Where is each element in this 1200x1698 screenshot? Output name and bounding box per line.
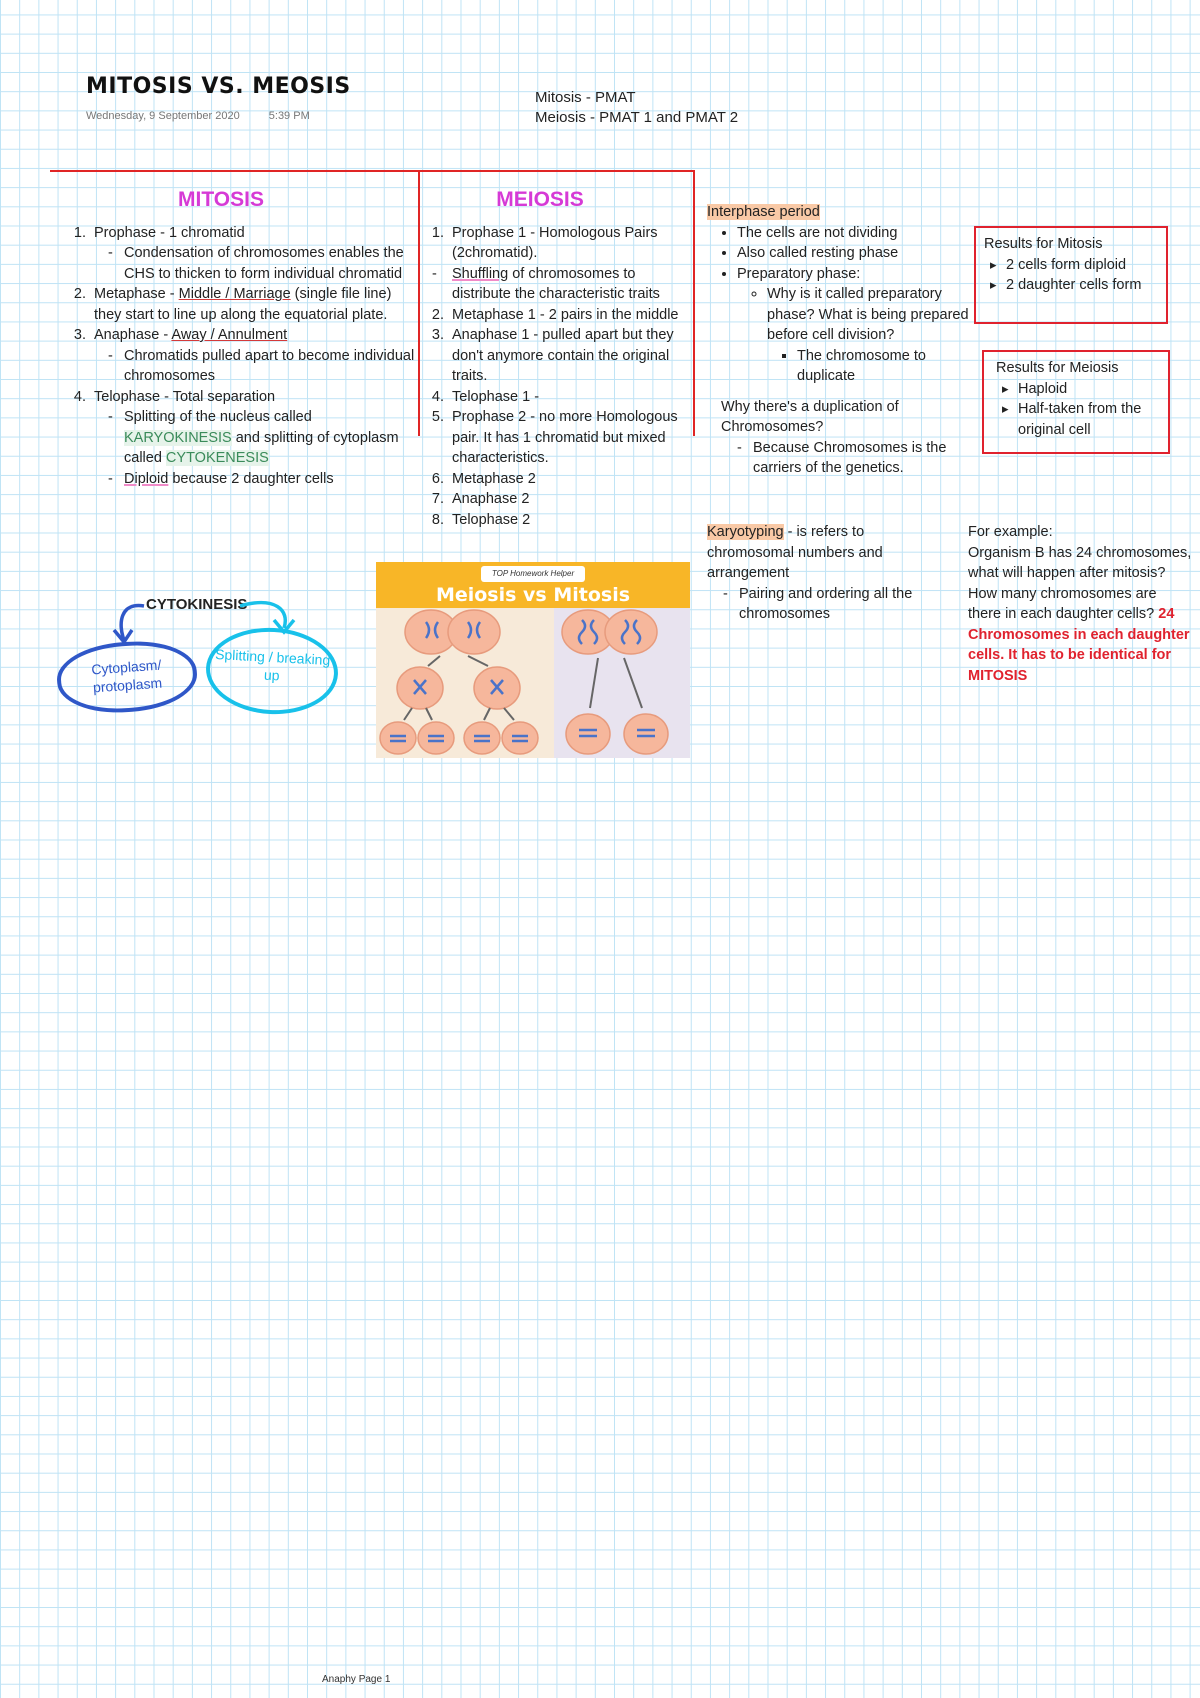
diagram-logo: TOP Homework Helper [481, 566, 585, 582]
page-time: 5:39 PM [268, 110, 310, 122]
list-item [448, 510, 696, 531]
meiosis-heading: MEIOSIS [496, 188, 584, 211]
duplication-answer: Because Chromosomes is the carriers of the genetics. [753, 439, 947, 476]
list-item [448, 264, 696, 305]
splitting-bubble: Splitting / breaking up [204, 625, 340, 718]
karyotyping-list [707, 584, 947, 625]
example-answer: Chromosomes in each daughter cells. It has to be identical for MITOSIS [968, 626, 1190, 684]
metaphase-label: Metaphase - [94, 286, 179, 302]
list-item [448, 223, 696, 264]
cytokinesis-term: CYTOKENESIS [165, 450, 269, 466]
interphase-section [707, 202, 982, 479]
list-item [90, 387, 416, 490]
arrow [484, 708, 490, 720]
list-item [448, 325, 696, 387]
karyotyping-def: - is refers to chromosomal numbers and arrangement [707, 524, 883, 581]
page-title: MITOSIS VS. MEOSIS [86, 74, 351, 99]
telophase-detail-b: and splitting of cytoplasm called [124, 429, 399, 466]
prophase-label: Prophase - 1 chromatid [94, 224, 245, 241]
list-item [90, 325, 416, 387]
list-item [448, 489, 696, 510]
shuffling-detail: of chromosomes to distribute the characteristic traits [452, 265, 660, 302]
duplication-answer-list [707, 438, 982, 479]
example-label: For example: [968, 524, 1053, 540]
mitosis-heading: MITOSIS [178, 188, 264, 211]
telophase2-label: Telophase 2 [452, 511, 531, 528]
meiosis-vs-mitosis-diagram [376, 562, 690, 758]
list-item [124, 407, 416, 469]
list-item [739, 584, 947, 625]
results-meiosis-box [982, 350, 1170, 454]
meiosis-phases [424, 223, 696, 264]
anaphase1-label: Anaphase 1 - pulled apart but they don't anymore contain the original traits. [452, 327, 674, 384]
list-item [737, 243, 982, 264]
preparatory-answer: The chromosome to duplicate [797, 347, 926, 384]
page-footer: Anaphy Page 1 [322, 1674, 391, 1685]
list-item [797, 346, 982, 387]
prophase2-label: Prophase 2 - no more Homologous pair. It has 1 chromatid but mixed characteristics. [452, 409, 678, 466]
list-item [124, 243, 416, 284]
mitosis-phases [66, 223, 416, 490]
anaphase-detail: Chromatids pulled apart to become individual chromosomes [124, 347, 415, 384]
mitosis-column [66, 190, 416, 489]
list-item [90, 284, 416, 325]
anaphase-mnemonic: Away / Annulment [171, 327, 288, 343]
list-item: ▸ 2 cells form diploid [1006, 255, 1158, 276]
example-answer-number: 24 [1158, 606, 1175, 622]
meiosis-phases-rest [424, 305, 696, 531]
pmat-meiosis: Meiosis - PMAT 1 and PMAT 2 [535, 109, 739, 126]
cell [448, 610, 500, 654]
table-top-border [50, 170, 695, 172]
anaphase2-label: Anaphase 2 [452, 491, 530, 507]
cell [624, 714, 668, 754]
cell [605, 610, 657, 654]
diploid-term: Diploid [124, 470, 169, 487]
list-item [124, 469, 416, 490]
cell [566, 714, 610, 754]
pmat-mitosis: Mitosis - PMAT [535, 89, 636, 106]
arrow [404, 708, 412, 720]
cell [464, 722, 500, 754]
cell [418, 722, 454, 754]
diploid-detail: because 2 daughter cells [168, 470, 334, 487]
list-item: ▸ Haploid [1018, 379, 1160, 400]
arrow [624, 658, 642, 708]
results-meiosis-list [996, 379, 1160, 441]
telophase1-label: Telophase 1 - [452, 388, 540, 405]
results-mitosis-list [984, 255, 1158, 296]
diagram-cells [376, 608, 690, 758]
list-item [124, 346, 416, 387]
example-section [968, 522, 1192, 686]
results-meiosis-title: Results for Meiosis [996, 360, 1119, 376]
list-item [448, 469, 696, 490]
cytokinesis-title: CYTOKINESIS [146, 596, 248, 613]
metaphase2-label: Metaphase 2 [452, 470, 536, 487]
arrow [428, 656, 440, 666]
results-mitosis-box [974, 226, 1168, 324]
telophase-label: Telophase - Total separation [94, 388, 276, 405]
arrow-left-curve [121, 606, 144, 640]
duplication-question: Why there's a duplication of Chromosomes? [721, 398, 899, 435]
list-item [448, 305, 696, 326]
interphase-point-2: Also called resting phase [737, 245, 899, 261]
arrow [426, 708, 432, 720]
cytoplasm-bubble: Cytoplasm/ protoplasm [55, 637, 200, 717]
results-mitosis-title: Results for Mitosis [984, 236, 1103, 252]
karyokinesis-term: KARYOKINESIS [124, 429, 232, 446]
interphase-point-3: Preparatory phase: [737, 265, 861, 282]
metaphase-detail: (single file line) they start to line up along the equatorial plate. [94, 286, 392, 323]
list-item [737, 223, 982, 244]
karyotyping-sub: Pairing and ordering all the chromosomes [739, 585, 913, 622]
arrow [590, 658, 598, 708]
cell [502, 722, 538, 754]
interphase-list [707, 223, 982, 387]
list-item: ▸ Half-taken from the original cell [1018, 399, 1160, 440]
page-date: Wednesday, 9 September 2020 [86, 110, 240, 122]
prophase1-label: Prophase 1 - Homologous Pairs (2chromatid). [452, 224, 658, 261]
metaphase-mnemonic: Middle / Marriage [178, 286, 291, 302]
meiosis-column [424, 190, 696, 530]
list-item [448, 387, 696, 408]
karyotyping-section [707, 522, 947, 625]
arrow [504, 708, 514, 720]
list-item [737, 264, 982, 387]
meiosis-sub [424, 264, 696, 305]
table-divider [418, 170, 420, 436]
prophase-detail: Condensation of chromosomes enables the CHS to thicken to form individual chromatid [124, 245, 404, 282]
telophase-detail-a: Splitting of the nucleus called [124, 409, 312, 425]
interphase-point-1: The cells are not dividing [737, 224, 898, 241]
metaphase1-label: Metaphase 1 - 2 pairs in the middle [452, 306, 679, 323]
list-item [753, 438, 982, 479]
list-item [767, 284, 982, 387]
page-datetime [86, 110, 336, 122]
anaphase-label: Anaphase - [94, 327, 172, 343]
pmat-notes [535, 88, 738, 128]
list-item [448, 407, 696, 469]
example-question: Organism B has 24 chromosomes, what will happen after mitosis? How many chromosomes are there in each daughter cells? [968, 544, 1192, 622]
interphase-heading: Interphase period [707, 204, 820, 220]
shuffling-term: Shuffling [452, 265, 509, 282]
arrow [468, 656, 488, 666]
preparatory-question: Why is it called preparatory phase? What is being prepared before cell division? [767, 286, 969, 343]
karyotyping-term: Karyotyping [707, 524, 784, 540]
list-item: ▸ 2 daughter cells form [1006, 275, 1158, 296]
diagram-title: Meiosis vs Mitosis [435, 584, 631, 606]
cell [380, 722, 416, 754]
list-item [90, 223, 416, 285]
